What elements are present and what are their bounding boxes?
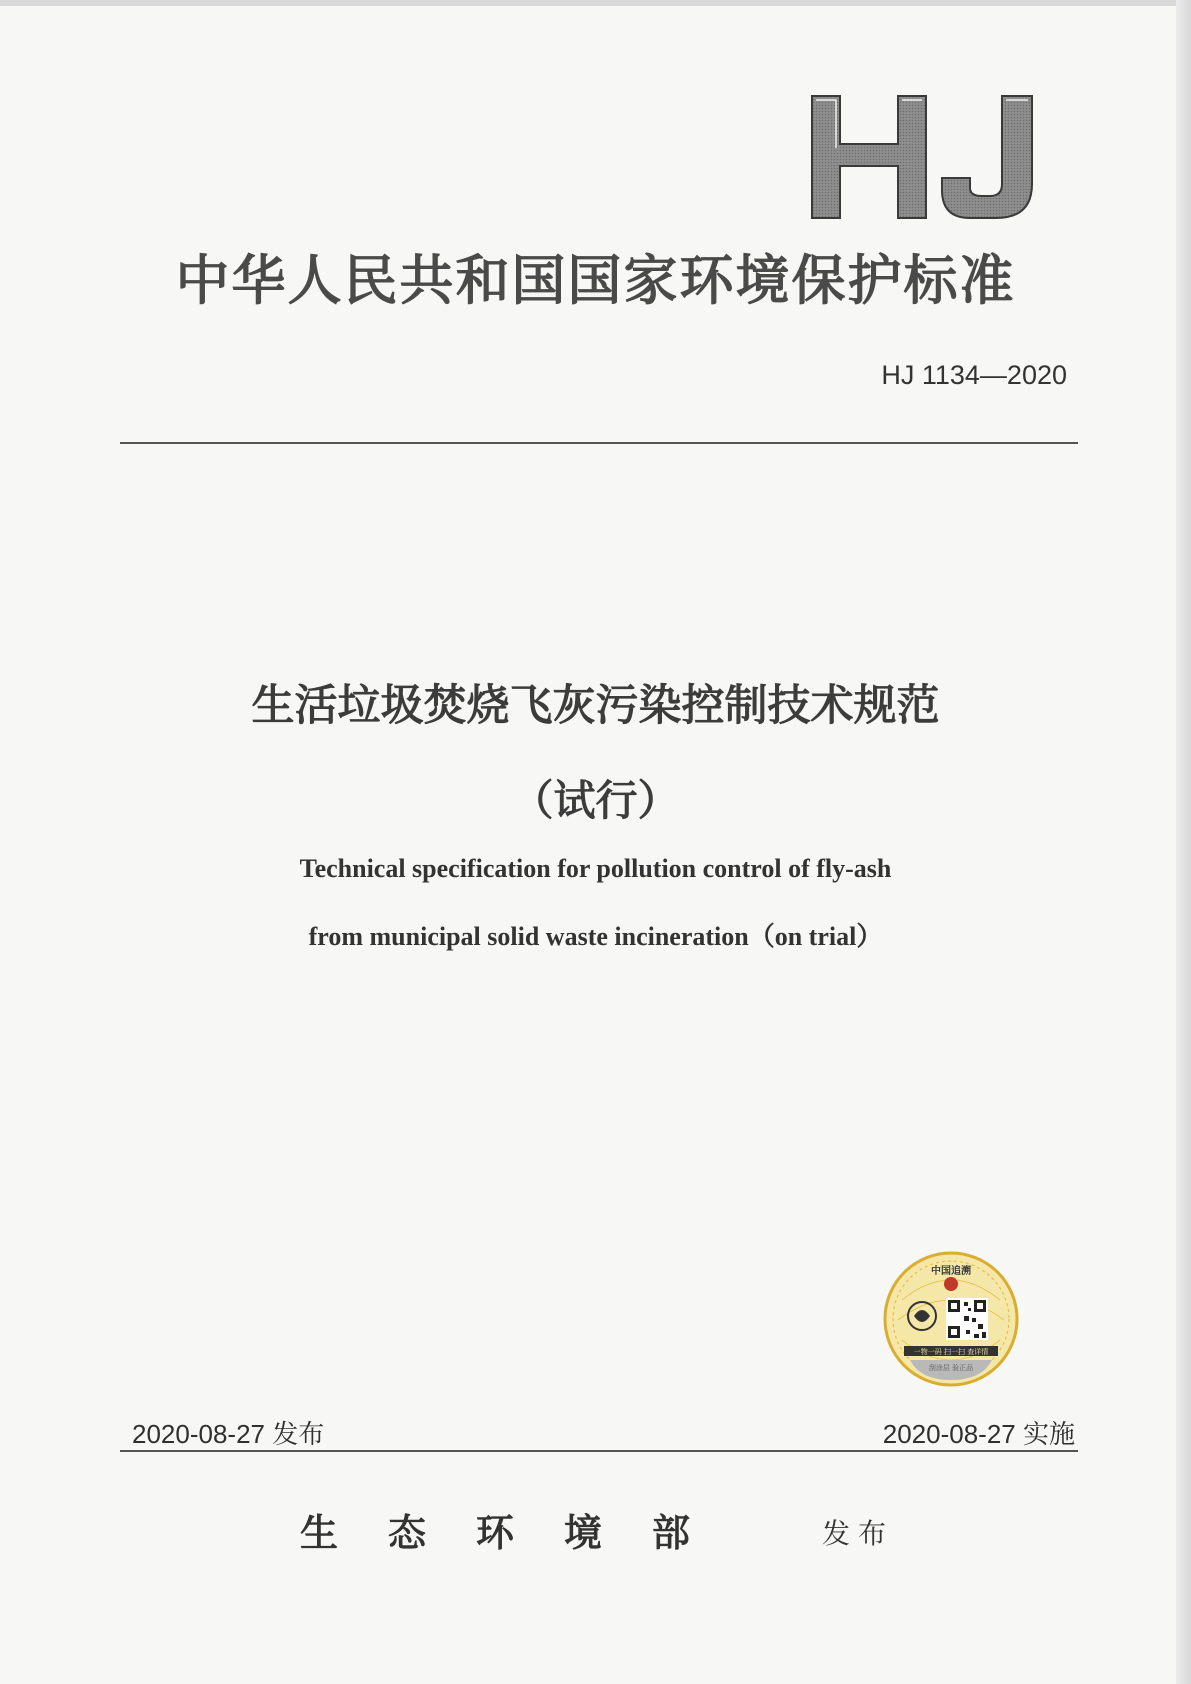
seal-top-text: 中国追溯 [931, 1266, 971, 1277]
implementation-date: 2020-08-27 实施 [882, 1419, 1075, 1449]
title-english-line1: Technical specification for pollution control of fly-ash [299, 854, 892, 883]
hj-logo [806, 92, 1046, 222]
bottom-divider [120, 1450, 1078, 1452]
traceability-seal-icon [882, 1250, 1020, 1388]
title-english-line2: from municipal solid waste incineration（on trial） [308, 922, 883, 951]
hj-logo-text: HJ [806, 92, 808, 93]
title-chinese-trial: （试行） [511, 776, 680, 825]
top-divider [120, 442, 1078, 444]
issue-date: 2020-08-27 发布 [132, 1419, 325, 1449]
org-title: 中华人民共和国国家环境保护标准 [175, 248, 1016, 312]
seal-bottom-text: 一物一码 扫一扫 查详情 [913, 1348, 989, 1356]
publisher-name: 生态环境部 [300, 1510, 741, 1555]
scan-border-top [0, 0, 1191, 6]
publisher-suffix: 发布 [822, 1517, 895, 1550]
title-chinese: 生活垃圾焚烧飞灰污染控制技术规范 [251, 681, 940, 731]
seal-scratch-text: 刮涂层 验正品 [928, 1364, 974, 1372]
standard-code: HJ 1134—2020 [881, 360, 1067, 390]
